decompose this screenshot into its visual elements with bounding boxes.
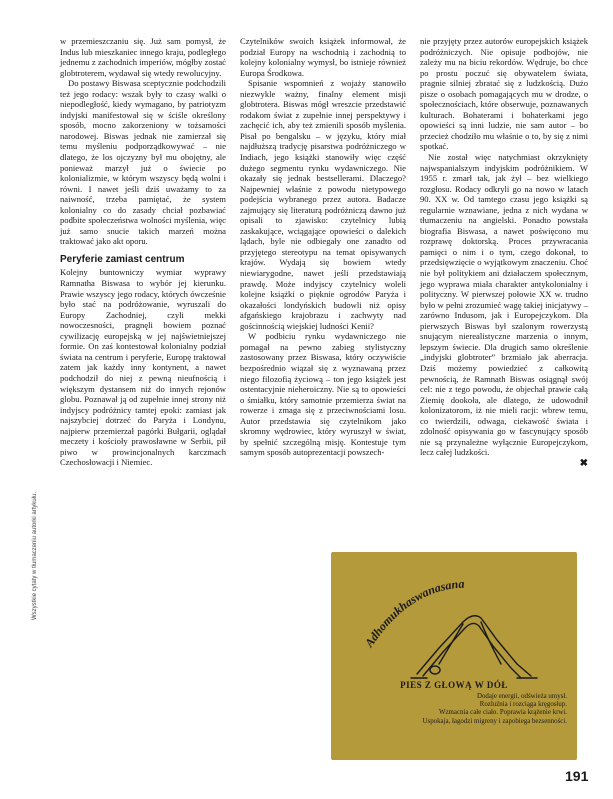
- paragraph: w przemieszczaniu się. Już sam pomysł, że Indus lub mieszkaniec innego kraju, podległego jednemu z zachodnich imperiów, mógłby zostać globtroterem, wydawał się wtedy rewolucyjny.: [60, 36, 226, 78]
- pose-benefit: Wzmacnia całe ciało. Poprawia krążenie krwi.: [439, 709, 567, 717]
- yoga-pose-box: [331, 552, 577, 760]
- paragraph: Do postawy Biswasa sceptycznie podchodzili też jego rodacy: wszak były to czasy walki o niepodległość, kiedy wymagano, by patriotyzm indyjski manifestował się w ściśle określony sposób, mocno zakorzeniony w tożsamości narodowej. Biswas jednak nie zamierzał się temu myśleniu podporządkowywać – nie dlatego, że los ojczyzny był mu obojętny, ale ponieważ marzył już o świecie po kolonializmie, w którym wszyscy będą wolni i równi. I nawet jeśli dziś uważamy to za naiwność, trzeba pamiętać, że system kolonialny co do zasady chciał pozbawiać podbite społeczeństwa wolności myślenia, więc już samo snucie takich marzeń można traktować jako akt oporu.: [60, 78, 226, 247]
- paragraph: nie przyjęty przez autorów europejskich książek podróżniczych. Nie opisuje podbojów, nie zależy mu na biciu rekordów. Wędruje, bo chce po prostu poczuć się obywatelem świata, pragnie silniej zbratać się z ludzkością. Dużo pisze o osobach pomagających mu w drodze, o społecznościach, które obserwuje, poznawanych kulturach. Bohaterami i bohaterkami jego opowieści są inni ludzie, nie sam autor – bo przecież chodziło mu właśnie o to, by się z nimi spotkać.: [420, 36, 588, 152]
- article-column-3: [420, 36, 588, 469]
- paragraph: Spisanie wspomnień z wojaży stanowiło niezwykle ważny, finalny element misji globtrotera. Biswas mógł wreszcie przedstawić rodakom świat z zupełnie innej perspektywy i zachęcić ich, aby też zmienili sposób myślenia. Pisał po bengalsku – w języku, który miał najdłuższą tradycję pisarstwa podróżniczego w Indiach, jego książki stanowiły więc część dużego segmentu rynku wydawniczego. Nie okazały się jednak bestsellerami. Dlaczego? Najpewniej właśnie z powodu nietypowego podejścia wybranego przez autora. Badacze zajmujący się literaturą podróżniczą dawno już opisali to zjawisko: czytelnicy lubią zaskakujące, wciągające opowieści o dalekich lądach, byle nie odbiegały one zanadto od przyjętego stereotypu na temat opisywanych krajów. Wydają się bowiem wtedy niewiarygodne, nawet jeśli przedstawiają prawdę. Może indyjscy czytelnicy woleli kolejne książki o pięknie ogrodów Paryża i okazałości londyńskich budowli niż opisy afgańskiego krajobrazu i zachwyty nad gościnnością wiejskiej ludności Kenii?: [240, 78, 406, 331]
- section-heading: Peryferie zamiast centrum: [60, 253, 185, 265]
- pose-name: Adhomukhaswanasana: [361, 576, 465, 650]
- paragraph: Kolejny buntowniczy wymiar wyprawy Ramnatha Biswasa to wybór jej kierunku. Prawie wszyscy jego rodacy, których ówcześnie było stać na podróżowanie, wyruszali do Europy Zachodniej, czyli mekki nowoczesności, pragnęli bowiem poznać cywilizację europejską w jej najświetniejszej formie. On zaś kontestował kolonialny podział świata na centrum i peryferie, Europę traktował zatem jak każdy inny kontynent, a nawet podchodził do niej z pewną nieufnością i większym dystansem niż do innych rejonów globu. Poznawał ją od zupełnie innej strony niż indyjscy podróżnicy tamtej epoki: zamiast jak najszybciej dotrzeć do Paryża i Londynu, najpierw przemierzał pagórki Bułgarii, oglądał meczety i kościoły prawosławne w Serbii, pił piwo w prowincjonalnych karczmach Czechosłowacji i Niemiec.: [60, 267, 226, 468]
- figure-outline: [411, 616, 537, 678]
- downward-dog-illustration: [331, 552, 577, 760]
- side-note: Wszystkie cytaty w tłumaczeniu autorki artykułu.: [32, 491, 38, 620]
- paragraph: Czytelników swoich książek informował, że podział Europy na wschodnią i zachodnią to kolejny kolonialny wymysł, bo istnieje również Europa Środkowa.: [240, 36, 406, 78]
- paragraph: W podbiciu rynku wydawniczego nie pomagał na pewno zabieg stylistyczny zastosowany przez Biswasa, który oczywiście bezpośrednio wiązał się z wyznawaną przez niego filozofią życiową – ton jego książek jest ostentacyjnie nieheroiczny. Nie są to opowieści o śmiałku, który samotnie przemierza świat na rowerze i zmaga się z przeciwnościami losu. Autor przedstawia się czytelnikom jako skromny wędrowiec, który wyruszył w świat, by spełnić szczególną misję. Kontestuje tym samym sposób autoprezentacji powszech-: [240, 331, 406, 458]
- pose-title: PIES Z GŁOWĄ W DÓŁ: [400, 680, 508, 690]
- article-column-1: [60, 36, 226, 468]
- article-column-2: [240, 36, 406, 458]
- pose-benefit: Rozluźnia i rozciąga kręgosłup.: [479, 701, 567, 709]
- pose-description: [367, 693, 567, 726]
- pose-benefit: Uspokaja, łagodzi migreny i zapobiega bezsenności.: [422, 717, 567, 725]
- end-of-article-icon: ✖: [579, 457, 588, 469]
- page-number: 191: [565, 768, 589, 784]
- paragraph: Nie został więc natychmiast okrzyknięty najwspanialszym indyjskim podróżnikiem. W 1955 r. zmarł tak, jak żył – bez wielkiego rozgłosu. Rodacy odkryli go na nowo w latach 90. XX w. Od tamtego czasu jego książki są regularnie wznawiane, jedna z nich wydana w tłumaczeniu na angielski. Ponadto powstała biografia Biswasa, a nawet poświęcono mu rozprawę doktorską. Proces przywracania pamięci o nim i o tym, czego dokonał, to przedsięwzięcie o wyjątkowym znaczeniu. Choć nie był politykiem ani działaczem społecznym, jego wyprawa miała charakter antykolonialny i polityczny. W pierwszej połowie XX w. trudno było w pełni zrozumieć wagę takiej inicjatywy – zarówno Indusom, jak i Europejczykom. Dla pierwszych Biswas był szalonym rowerzystą snującym nierealistyczne marzenia o innym, lepszym świecie. Dla drugich samo określenie „indyjski globtroter” brzmiało jak aberracja. Dziś możemy powiedzieć z całkowitą pewnością, że Ramnath Biswas osiągnął swój cel: nie z tego powodu, że objechał prawie całą Ziemię dookoła, ale dlatego, że udowodnił kolonizatorom, iż nie mieli racji: wbrew temu, co twierdzili, odwaga, ciekawość świata i zdolność opisywania go w fascynujący sposób nie są przynależne wyłącznie Europejczykom, lecz całej ludzkości.: [420, 152, 588, 458]
- pose-benefit: Dodaje energii, odświeża umysł.: [476, 693, 567, 700]
